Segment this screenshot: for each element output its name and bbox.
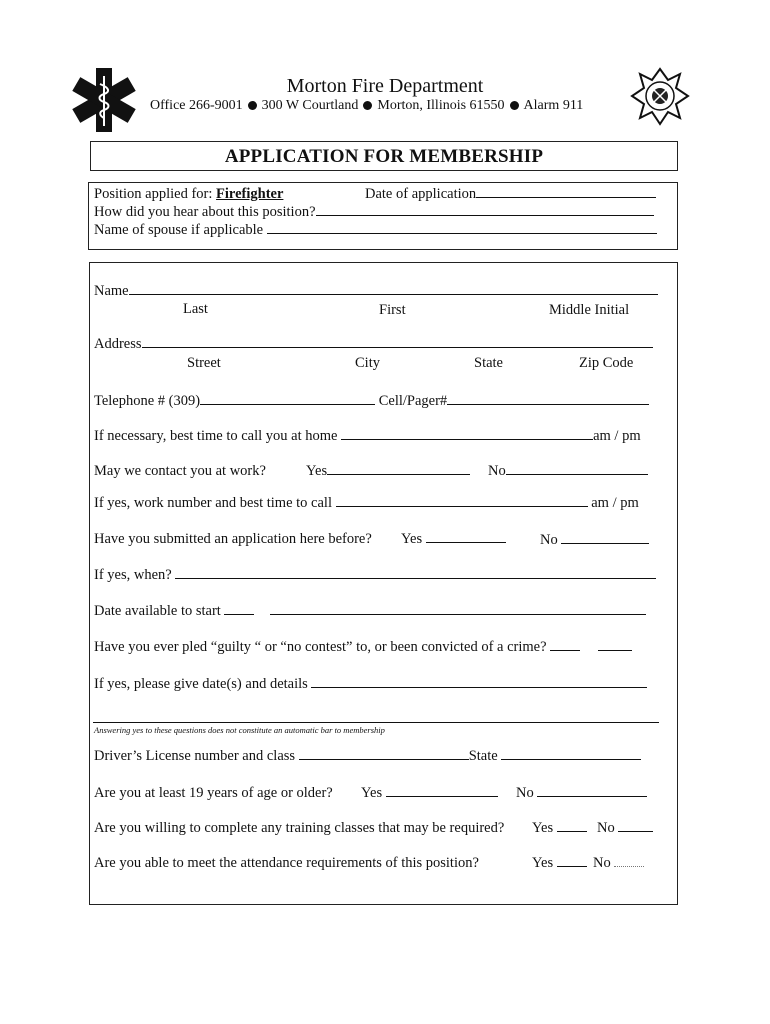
cell-label: Cell/Pager# xyxy=(378,393,448,409)
license-row xyxy=(94,748,641,765)
header-contact-line xyxy=(150,98,583,114)
when-field[interactable] xyxy=(175,577,656,579)
hear-about-row xyxy=(94,204,654,221)
age-no xyxy=(516,785,647,802)
contact-work-yes xyxy=(306,463,470,480)
name-row xyxy=(94,283,658,300)
attendance-yes-field[interactable] xyxy=(557,865,587,867)
date-available-field[interactable] xyxy=(270,613,646,615)
position-label: Position applied for: xyxy=(94,186,213,202)
guilty-label: Have you ever pled “guilty “ or “no contest” to, or been convicted of a crime? xyxy=(94,639,547,655)
bullet-icon xyxy=(510,101,519,110)
am-pm-text: am / pm xyxy=(591,495,639,511)
submitted-no xyxy=(540,532,649,549)
details-field[interactable] xyxy=(311,686,647,688)
work-number-label: If yes, work number and best time to call xyxy=(94,495,332,511)
spouse-row xyxy=(94,222,657,239)
license-field[interactable] xyxy=(299,758,469,760)
training-yes xyxy=(532,820,587,837)
office-phone: Office 266-9001 xyxy=(150,98,243,113)
guilty-yes-field[interactable] xyxy=(550,649,580,651)
contact-work-row xyxy=(94,463,266,480)
details-label: If yes, please give date(s) and details xyxy=(94,676,308,692)
yes-label: Yes xyxy=(532,820,554,836)
hear-about-field[interactable] xyxy=(316,214,654,216)
cell-field[interactable] xyxy=(447,403,649,405)
position-value: Firefighter xyxy=(216,186,284,202)
telephone-field[interactable] xyxy=(200,403,375,405)
date-of-application-row xyxy=(365,186,656,203)
yes-label: Yes xyxy=(532,855,554,871)
attendance-yes xyxy=(532,855,587,872)
spouse-field[interactable] xyxy=(267,232,657,234)
details-second-line[interactable] xyxy=(93,722,659,723)
department-name: Morton Fire Department xyxy=(286,75,484,97)
training-row xyxy=(94,820,504,837)
middle-initial-caption: Middle Initial xyxy=(549,302,630,318)
alarm-number: Alarm 911 xyxy=(523,98,584,113)
license-state-field[interactable] xyxy=(501,758,641,760)
submitted-no-field[interactable] xyxy=(561,542,649,544)
hear-about-label: How did you hear about this position? xyxy=(94,204,316,220)
last-caption: Last xyxy=(183,301,208,317)
disclaimer-note: Answering yes to these questions does not constitute an automatic bar to membership xyxy=(94,725,385,735)
contact-work-no-field[interactable] xyxy=(506,473,648,475)
address-field[interactable] xyxy=(142,346,653,348)
telephone-label: Telephone # (309) xyxy=(94,393,201,409)
contact-work-no xyxy=(488,463,648,480)
attendance-row xyxy=(94,855,479,872)
contact-work-yes-field[interactable] xyxy=(327,473,470,475)
submitted-before-label: Have you submitted an application here before? xyxy=(94,531,372,547)
submitted-yes-field[interactable] xyxy=(426,541,506,543)
bullet-icon xyxy=(363,101,372,110)
age-row xyxy=(94,785,333,802)
training-yes-field[interactable] xyxy=(557,830,587,832)
city-caption: City xyxy=(355,355,380,371)
training-no-field[interactable] xyxy=(618,830,653,832)
date-available-label: Date available to start xyxy=(94,603,221,619)
best-time-label: If necessary, best time to call you at home xyxy=(94,428,338,444)
state-caption: State xyxy=(474,355,503,371)
age-label: Are you at least 19 years of age or older? xyxy=(94,785,333,801)
attendance-label: Are you able to meet the attendance requirements of this position? xyxy=(94,855,479,871)
guilty-row xyxy=(94,639,632,656)
bullet-icon xyxy=(248,101,257,110)
telephone-row xyxy=(94,393,649,410)
contact-work-label: May we contact you at work? xyxy=(94,463,266,479)
date-available-row xyxy=(94,603,646,620)
attendance-no xyxy=(593,855,644,872)
no-label: No xyxy=(488,463,506,479)
first-caption: First xyxy=(379,302,406,318)
best-time-field[interactable] xyxy=(341,438,593,440)
street-caption: Street xyxy=(187,355,221,371)
date-of-application-field[interactable] xyxy=(476,196,656,198)
best-time-row xyxy=(94,428,641,445)
license-state-label: State xyxy=(468,748,498,764)
yes-label: Yes xyxy=(401,531,423,547)
zip-caption: Zip Code xyxy=(579,355,634,371)
when-row xyxy=(94,567,656,584)
maltese-cross-seal-icon xyxy=(630,66,690,128)
no-label: No xyxy=(516,785,534,801)
submitted-yes xyxy=(401,531,506,548)
no-label: No xyxy=(540,532,558,548)
license-label: Driver’s License number and class xyxy=(94,748,296,764)
form-title: APPLICATION FOR MEMBERSHIP xyxy=(224,146,544,167)
yes-label: Yes xyxy=(306,463,328,479)
spouse-label: Name of spouse if applicable xyxy=(94,222,264,238)
yes-label: Yes xyxy=(361,785,383,801)
work-number-row xyxy=(94,495,639,512)
training-label: Are you willing to complete any training classes that may be required? xyxy=(94,820,505,836)
am-pm-text: am / pm xyxy=(593,428,641,444)
guilty-no-field[interactable] xyxy=(598,649,632,651)
city-state-zip: Morton, Illinois 61550 xyxy=(377,98,505,113)
street-address: 300 W Courtland xyxy=(261,98,359,113)
position-row xyxy=(94,186,283,203)
submitted-before-row xyxy=(94,531,372,548)
date-of-application-label: Date of application xyxy=(365,186,477,202)
name-field[interactable] xyxy=(129,293,658,295)
date-available-field-short[interactable] xyxy=(224,613,254,615)
no-label: No xyxy=(597,820,615,836)
no-label: No xyxy=(593,855,611,871)
when-label: If yes, when? xyxy=(94,567,172,583)
training-no xyxy=(597,820,653,837)
details-row xyxy=(94,676,647,693)
age-no-field[interactable] xyxy=(537,795,647,797)
address-label: Address xyxy=(94,336,142,352)
address-row xyxy=(94,336,653,353)
name-label: Name xyxy=(94,283,129,299)
age-yes-field[interactable] xyxy=(386,795,498,797)
age-yes xyxy=(361,785,498,802)
attendance-no-field[interactable] xyxy=(614,865,644,867)
work-number-field[interactable] xyxy=(336,505,588,507)
